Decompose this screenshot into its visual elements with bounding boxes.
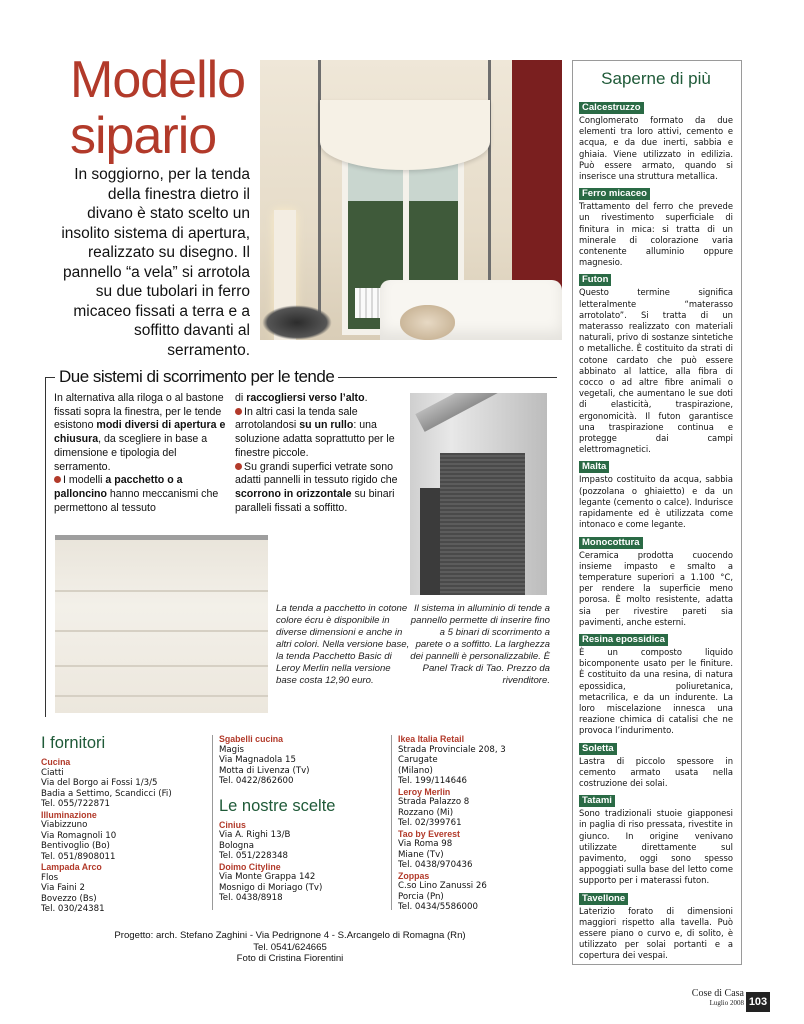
supplier-line: Tel. 055/722871 bbox=[41, 799, 111, 809]
glossary-term: Tavellone bbox=[579, 893, 628, 905]
supplier-line: Strada Palazzo 8 bbox=[398, 797, 470, 807]
glossary-term: Resina epossidica bbox=[579, 634, 668, 646]
supplier-line: Miane (Tv) bbox=[398, 849, 444, 860]
glossary-definition: Trattamento del ferro che prevede un rivestimento superficiale di finitura in mica: si tratta di un minerale di colorazione varia contenente alluminio oppure magnesio. bbox=[579, 201, 733, 268]
glossary-term: Tatami bbox=[579, 795, 615, 807]
project-credits bbox=[60, 930, 520, 965]
supplier-line: Via A. Righi 13/B bbox=[219, 830, 291, 840]
supplier-line: Bentivoglio (Bo) bbox=[41, 841, 110, 851]
supplier-line: (Milano) bbox=[398, 765, 433, 776]
supplier-line: Tel. 0438/970436 bbox=[398, 860, 473, 870]
glossary-definition: È un composto liquido bicomponente usato per le finiture. È costituito da una resina, di natura epossidica, poliuretanica, metacrilica, e da un indurente. La loro miscelazione innesca una reazione chimica di catalisi che ne provoca l’indurimento. bbox=[579, 646, 733, 736]
glossary-entry bbox=[579, 456, 733, 530]
supplier-line: Flos bbox=[41, 872, 59, 883]
supplier-category: Illuminazione bbox=[41, 809, 97, 820]
supplier-name: Doimo Cityline bbox=[219, 861, 281, 872]
bullet-icon bbox=[54, 476, 61, 483]
bullet-icon bbox=[235, 408, 242, 415]
text-run: In alternativa alla riloga o al bastone fissati sopra la finestra, per le tende esistono bbox=[54, 392, 224, 432]
article-title bbox=[70, 52, 260, 164]
supplier-name: Cinius bbox=[219, 819, 246, 830]
glossary-definition: Questo termine significa letteralmente “materasso arrotolato”. Si tratta di un materasso realizzato con materiali naturali, privo di sostanze sintetiche o metalliche. È costituito da strati di cotone cardato che può essere abbinato al lattice, alla fibra di cocco o ad altre fibre animali o vegetali, che aumentano le sue doti di elasticità, traspirazione, ergonomicità. Il futon garantisce una traspirazione continua e protegge dai campi elettromagnetici. bbox=[579, 287, 733, 455]
box-column-2 bbox=[235, 392, 405, 515]
glossary-definition: Impasto costituito da acqua, sabbia (pozzolana o ghiaietto) e da un legante (cemento o calce). Induriscе rapidamente ed è utilizzata come intonaco e come legante. bbox=[579, 474, 733, 530]
text-run: In altri casi la tenda sale arrotolandosi bbox=[235, 405, 358, 432]
column-divider bbox=[212, 735, 213, 910]
bold-run: raccogliersi verso l’alto bbox=[246, 392, 365, 404]
supplier bbox=[41, 862, 201, 915]
supplier-line: C.so Lino Zanussi 26 bbox=[398, 881, 487, 891]
panel-track-photo bbox=[410, 393, 547, 595]
page-number: 103 bbox=[746, 992, 770, 1012]
supplier bbox=[41, 757, 201, 810]
supplier-line: Via Roma 98 bbox=[398, 839, 453, 849]
caption-panel-track: Il sistema in alluminio di tende a pannello permette di inserire fino a 5 binari di scorrimento a parete o a soffitto. La larghezza dei pannelli è personalizzabile. È Panel Track di Tao. Prezzo da rivenditore. bbox=[410, 603, 550, 686]
supplier-line: Tel. 0438/8918 bbox=[219, 893, 283, 903]
choices-heading: Le nostre scelte bbox=[219, 796, 336, 815]
supplier-category: Lampada Arco bbox=[41, 862, 102, 872]
supplier-line: Viabizzuno bbox=[41, 820, 88, 830]
title-line-2: sipario bbox=[70, 107, 217, 165]
living-room-photo bbox=[260, 60, 562, 340]
caption-roman-blind: La tenda a pacchetto in cotone colore écru è disponibile in diverse dimensioni e anche in altri colori. Nella versione base, la tenda Pacchetto Basic di Leroy Merlin nella versione base costa 12,90 euro. bbox=[276, 603, 410, 686]
supplier-line: Mosnigo di Moriago (Tv) bbox=[219, 882, 323, 893]
supplier-line: Carugate bbox=[398, 755, 438, 765]
bold-run: a pacchetto o a palloncino bbox=[54, 474, 183, 500]
supplier-name: Tao by Everest bbox=[398, 828, 460, 839]
box-column-1 bbox=[54, 392, 232, 515]
supplier-line: Ciatti bbox=[41, 767, 64, 778]
supplier-line: Via del Borgo ai Fossi 1/3/5 bbox=[41, 778, 158, 788]
right-suppliers-column bbox=[398, 734, 558, 913]
sail-curtain bbox=[320, 100, 490, 170]
supplier-line: Tel. 051/8908011 bbox=[41, 851, 116, 862]
issue-date: Luglio 2008 bbox=[709, 999, 744, 1007]
text-run: , da scegliere in base a dimensione e tipologia del serramento. bbox=[54, 433, 208, 473]
title-line-1: Modello bbox=[70, 51, 246, 109]
bullet-icon bbox=[235, 463, 242, 470]
credits-line: Tel. 0541/624665 bbox=[253, 941, 327, 953]
text-run: hanno meccanismi che permettono al tessuto bbox=[54, 487, 219, 514]
intro-paragraph: In soggiorno, per la tenda della finestra dietro il divano è stato scelto un insolito sistema di apertura, realizzato su disegno. Il pannello “a vela” si arrotola su due tubolari in ferro micaceo fissati a terra e a soffitto davanti al serramento. bbox=[61, 166, 250, 359]
glossary-entry bbox=[579, 183, 733, 268]
page-footer bbox=[692, 988, 744, 1007]
text-run: . bbox=[364, 392, 368, 404]
magazine-name: Cose di Casa bbox=[691, 988, 744, 999]
column-divider bbox=[391, 735, 392, 910]
supplier-line: Tel. 199/114646 bbox=[398, 776, 468, 786]
supplier-line: Porcia (Pn) bbox=[398, 891, 444, 902]
glossary-entry bbox=[579, 269, 733, 455]
supplier-category: Cucina bbox=[41, 757, 71, 767]
glossary-term: Futon bbox=[579, 274, 611, 286]
glossary-definition: Lastra di piccolo spessore in cemento armato usata nella costruzione dei solai. bbox=[579, 755, 733, 788]
glossary-term: Calcestruzzo bbox=[579, 102, 644, 114]
supplier bbox=[398, 787, 558, 829]
bold-run: modi diversi di apertura e chiusura bbox=[54, 419, 226, 446]
glossary-entry bbox=[579, 888, 733, 962]
supplier bbox=[398, 871, 558, 913]
glossary-sidebar bbox=[572, 60, 742, 965]
middle-column bbox=[219, 734, 384, 904]
supplier-line: Tel. 0422/862600 bbox=[219, 776, 294, 786]
glossary-entry bbox=[579, 738, 733, 790]
glossary-definition: Ceramica prodotta cuocendo insieme impasto e smalto a temperature superiori a 1.100 °C, per rendere la superficie meno porosa. È molto resistente, adatta sia per rivestire pareti sia pavimenti, anche esterni. bbox=[579, 549, 733, 627]
glossary-entry bbox=[579, 629, 733, 737]
supplier-line: Strada Provinciale 208, 3 bbox=[398, 744, 506, 755]
glossary-entry bbox=[579, 790, 733, 886]
supplier bbox=[398, 734, 558, 787]
supplier-name: Leroy Merlin bbox=[398, 786, 451, 797]
glossary-entry bbox=[579, 532, 733, 628]
supplier-line: Rozzano (Mi) bbox=[398, 807, 454, 818]
glossary-term: Malta bbox=[579, 461, 609, 473]
bold-run: su un rullo bbox=[299, 419, 354, 432]
glossary-term: Ferro micaceo bbox=[579, 188, 650, 200]
text-run: su binari paralleli fissati a soffitto. bbox=[235, 487, 395, 514]
supplier-line: Motta di Livenza (Tv) bbox=[219, 765, 310, 776]
glossary-definition: Laterizio forato di dimensioni maggiori rispetto alla tavella. Può essere piano o curvo e, di solito, è utilizzato per solai portanti e a copertura dei vespai. bbox=[579, 905, 733, 961]
supplier bbox=[219, 820, 384, 862]
supplier bbox=[398, 829, 558, 871]
supplier bbox=[41, 810, 201, 863]
glossary-definition: Conglomerato formato da due elementi tra loro attivi, cemento e acqua, e da due inerti, sabbia e ghiaia. Viene utilizzato in edilizia. Può essere armato, quando si inserisce una struttura metallica. bbox=[579, 115, 733, 182]
supplier bbox=[219, 862, 384, 904]
glossary-definition: Sono tradizionali stuoie giapponesi in paglia di riso pressata, rivestite in giunco. In origine venivano utilizzate direttamente sul pavimento, oggi sono spesso appoggiati sulla base del letto come supporto per i materassi futon. bbox=[579, 808, 733, 886]
box-title: Due sistemi di scorrimento per le tende bbox=[55, 367, 338, 387]
supplier-line: Via Faini 2 bbox=[41, 883, 85, 893]
roman-blind-photo bbox=[55, 535, 268, 713]
supplier-line: Badia a Settimo, Scandicci (Fi) bbox=[41, 788, 172, 799]
supplier-line: Magis bbox=[219, 744, 245, 755]
supplier-line: Via Monte Grappa 142 bbox=[219, 872, 316, 882]
sidebar-title: Saperne di più bbox=[601, 69, 711, 88]
supplier-line: Tel. 051/228348 bbox=[219, 851, 289, 861]
glossary-entry bbox=[579, 97, 733, 182]
text-run: I modelli bbox=[63, 474, 106, 487]
supplier-line: Bovezzo (Bs) bbox=[41, 893, 97, 904]
bold-run: scorrono in orizzontale bbox=[235, 487, 352, 500]
supplier-line: Via Romagnoli 10 bbox=[41, 830, 117, 841]
glossary-term: Soletta bbox=[579, 743, 617, 755]
suppliers-column bbox=[41, 734, 201, 915]
text-run: Su grandi superfici vetrate sono adatti pannelli in tessuto rigido che bbox=[235, 460, 398, 487]
credits-line: Progetto: arch. Stefano Zaghini - Via Pedrignone 4 - S.Arcangelo di Romagna (Rn) bbox=[114, 930, 466, 941]
supplier-name: Ikea Italia Retail bbox=[398, 734, 465, 744]
supplier bbox=[219, 734, 384, 787]
text-run: di bbox=[235, 392, 247, 404]
supplier-category: Sgabelli cucina bbox=[219, 734, 284, 744]
supplier-line: Tel. 030/24381 bbox=[41, 904, 105, 914]
supplier-line: Tel. 0434/5586000 bbox=[398, 902, 478, 912]
supplier-line: Tel. 02/399761 bbox=[398, 818, 462, 828]
suppliers-heading: I fornitori bbox=[41, 734, 106, 752]
glossary-term: Monocottura bbox=[579, 537, 643, 549]
credits-line: Foto di Cristina Fiorentini bbox=[236, 953, 344, 964]
supplier-line: Bologna bbox=[219, 840, 254, 851]
supplier-line: Via Magnadola 15 bbox=[219, 755, 296, 765]
text-run: : una soluzione adatta soprattutto per le finestre piccole. bbox=[235, 419, 395, 459]
supplier-name: Zoppas bbox=[398, 870, 430, 881]
